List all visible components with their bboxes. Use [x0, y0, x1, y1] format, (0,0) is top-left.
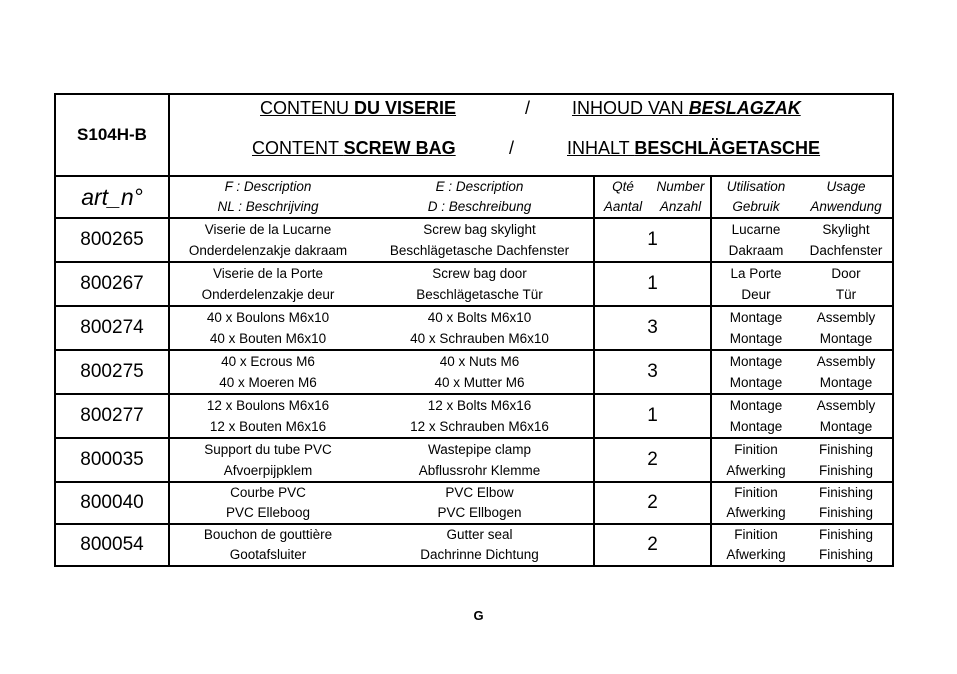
cell-text-fr: 40 x Ecrous M6 [221, 353, 315, 369]
cell-text-de: 12 x Schrauben M6x16 [410, 418, 549, 434]
article-code: 800054 [80, 534, 144, 555]
cell-text-use-de: Montage [819, 418, 873, 434]
header-desc-nl: NL : Beschrijving [217, 199, 319, 214]
cell-text-en: Screw bag skylight [423, 221, 536, 237]
cell-text-use-fr: Finition [734, 485, 778, 500]
cell-text-en: 40 x Bolts M6x10 [427, 309, 532, 325]
cell-text-use-fr: Lucarne [731, 221, 781, 237]
header-use-nl: Gebruik [732, 199, 780, 214]
cell-text-use-en: Skylight [822, 221, 870, 237]
cell-text-use-fr: Finition [734, 441, 778, 457]
cell-text-fr: Viserie de la Lucarne [204, 221, 332, 237]
cell-text-en: 40 x Nuts M6 [439, 353, 520, 369]
header-qty-nl: Aantal [603, 199, 643, 214]
cell-text-use-de: Tür [835, 286, 857, 302]
cell-text-fr: Courbe PVC [230, 485, 306, 500]
cell-text-use-en: Assembly [816, 309, 876, 325]
header-desc-fr: F : Description [224, 179, 312, 194]
header-use-fr-nl [712, 177, 800, 217]
cell-use-en-de [800, 351, 892, 393]
cell-text-use-nl: Afwerking [726, 547, 786, 562]
cell-use-en-de [800, 525, 892, 565]
cell-text-en: Gutter seal [446, 527, 513, 542]
cell-text-de: Beschlägetasche Tür [416, 286, 543, 302]
cell-text-nl: PVC Elleboog [225, 505, 311, 520]
cell-text-use-nl: Montage [729, 418, 783, 434]
header-desc-en: E : Description [435, 179, 524, 194]
cell-text-nl: 40 x Moeren M6 [219, 374, 317, 390]
cell-use-fr-nl [712, 219, 800, 261]
cell-text-use-de: Dachfenster [809, 242, 883, 258]
cell-text-use-de: Finishing [818, 547, 874, 562]
cell-text-use-fr: La Porte [730, 265, 782, 281]
header-desc-fr-nl [170, 177, 366, 217]
header-desc-en-de [366, 177, 593, 217]
cell-text-fr: 12 x Boulons M6x16 [206, 397, 330, 413]
cell-text-de: 40 x Mutter M6 [434, 374, 525, 390]
cell-text-use-fr: Montage [729, 397, 783, 413]
cell-use-en-de [800, 307, 892, 349]
header-desc-de: D : Beschreibung [427, 199, 532, 214]
cell-desc-fr-nl [170, 351, 366, 393]
title-en: CONTENT SCREW BAG [252, 138, 456, 158]
cell-desc-en-de [366, 439, 593, 481]
cell-desc-fr-nl [170, 439, 366, 481]
cell-text-fr: Support du tube PVC [204, 441, 332, 457]
article-code: 800274 [80, 317, 144, 338]
cell-text-use-fr: Montage [729, 309, 783, 325]
cell-desc-fr-nl [170, 219, 366, 261]
cell-text-nl: Gootafsluiter [229, 547, 307, 562]
cell-text-en: Wastepipe clamp [427, 441, 532, 457]
cell-text-use-nl: Dakraam [728, 242, 784, 258]
cell-text-use-nl: Montage [729, 330, 783, 346]
cell-desc-en-de [366, 219, 593, 261]
cell-text-de: Dachrinne Dichtung [420, 547, 539, 562]
cell-text-use-de: Finishing [818, 505, 874, 520]
cell-text-use-nl: Montage [729, 374, 783, 390]
article-code: 800265 [80, 229, 144, 250]
cell-text-nl: Afvoerpijpklem [223, 462, 313, 478]
cell-text-use-en: Assembly [816, 397, 876, 413]
cell-use-en-de [800, 395, 892, 437]
title-fr: CONTENU DU VISERIE [260, 98, 457, 118]
quantity: 2 [647, 534, 658, 555]
cell-use-en-de [800, 439, 892, 481]
cell-text-use-de: Montage [819, 374, 873, 390]
cell-text-nl: 40 x Bouten M6x10 [209, 330, 327, 346]
cell-desc-en-de [366, 483, 593, 523]
cell-text-de: Abflussrohr Klemme [418, 462, 541, 478]
cell-text-nl: Onderdelenzakje dakraam [188, 242, 348, 258]
cell-text-use-en: Finishing [818, 485, 874, 500]
cell-use-fr-nl [712, 307, 800, 349]
cell-text-fr: Viserie de la Porte [212, 265, 324, 281]
page-footer-letter: G [473, 608, 484, 623]
quantity: 2 [647, 492, 658, 513]
cell-text-use-fr: Finition [734, 527, 778, 542]
cell-desc-en-de [366, 395, 593, 437]
article-code: 800267 [80, 273, 144, 294]
cell-text-use-en: Door [831, 265, 861, 281]
header-qty-de: Anzahl [659, 199, 702, 214]
cell-use-fr-nl [712, 525, 800, 565]
cell-use-fr-nl [712, 351, 800, 393]
cell-text-fr: 40 x Boulons M6x10 [206, 309, 330, 325]
cell-text-en: PVC Elbow [445, 485, 514, 500]
title-nl: INHOUD VAN BESLAGZAK [572, 98, 801, 118]
quantity: 3 [647, 361, 658, 382]
cell-text-en: Screw bag door [432, 265, 527, 281]
cell-desc-fr-nl [170, 525, 366, 565]
cell-text-nl: 12 x Bouten M6x16 [209, 418, 327, 434]
header-use-de: Anwendung [810, 199, 882, 214]
cell-use-fr-nl [712, 439, 800, 481]
cell-text-use-de: Finishing [818, 462, 874, 478]
cell-desc-en-de [366, 351, 593, 393]
cell-desc-fr-nl [170, 483, 366, 523]
cell-text-use-fr: Montage [729, 353, 783, 369]
header-use-en-de [800, 177, 892, 217]
article-code: 800040 [80, 492, 144, 513]
quantity: 1 [647, 229, 658, 250]
cell-use-fr-nl [712, 395, 800, 437]
quantity: 3 [647, 317, 658, 338]
quantity: 1 [647, 405, 658, 426]
cell-use-fr-nl [712, 483, 800, 523]
cell-desc-fr-nl [170, 263, 366, 305]
article-code: 800275 [80, 361, 144, 382]
article-code: 800277 [80, 405, 144, 426]
header-qty-fr-nl [595, 177, 651, 217]
header-art-no: art_n° [81, 183, 143, 210]
header-use-en: Usage [826, 179, 866, 194]
cell-use-en-de [800, 263, 892, 305]
cell-desc-en-de [366, 263, 593, 305]
title-separator: / [525, 98, 531, 118]
cell-use-en-de [800, 219, 892, 261]
cell-text-use-en: Assembly [816, 353, 876, 369]
cell-use-en-de [800, 483, 892, 523]
title-separator: / [509, 138, 515, 158]
title-de: INHALT BESCHLÄGETASCHE [567, 138, 821, 158]
header-qty-en-de [651, 177, 710, 217]
cell-text-de: PVC Ellbogen [437, 505, 522, 520]
cell-text-use-en: Finishing [818, 527, 874, 542]
cell-text-use-nl: Afwerking [726, 505, 786, 520]
header-qty-en: Number [656, 179, 705, 194]
cell-text-fr: Bouchon de gouttière [203, 527, 333, 542]
parts-table [54, 93, 894, 567]
cell-text-use-nl: Deur [741, 286, 771, 302]
header-qty-fr: Qté [612, 179, 634, 194]
model-code: S104H-B [77, 125, 147, 144]
cell-desc-en-de [366, 525, 593, 565]
cell-text-en: 12 x Bolts M6x16 [427, 397, 532, 413]
article-code: 800035 [80, 449, 144, 470]
cell-desc-en-de [366, 307, 593, 349]
cell-use-fr-nl [712, 263, 800, 305]
header-use-fr: Utilisation [726, 179, 786, 194]
cell-desc-fr-nl [170, 307, 366, 349]
cell-desc-fr-nl [170, 395, 366, 437]
cell-text-de: Beschlägetasche Dachfenster [389, 242, 570, 258]
cell-text-nl: Onderdelenzakje deur [201, 286, 335, 302]
cell-text-de: 40 x Schrauben M6x10 [410, 330, 549, 346]
quantity: 1 [647, 273, 658, 294]
cell-text-use-en: Finishing [818, 441, 874, 457]
cell-text-use-de: Montage [819, 330, 873, 346]
quantity: 2 [647, 449, 658, 470]
cell-text-use-nl: Afwerking [726, 462, 786, 478]
